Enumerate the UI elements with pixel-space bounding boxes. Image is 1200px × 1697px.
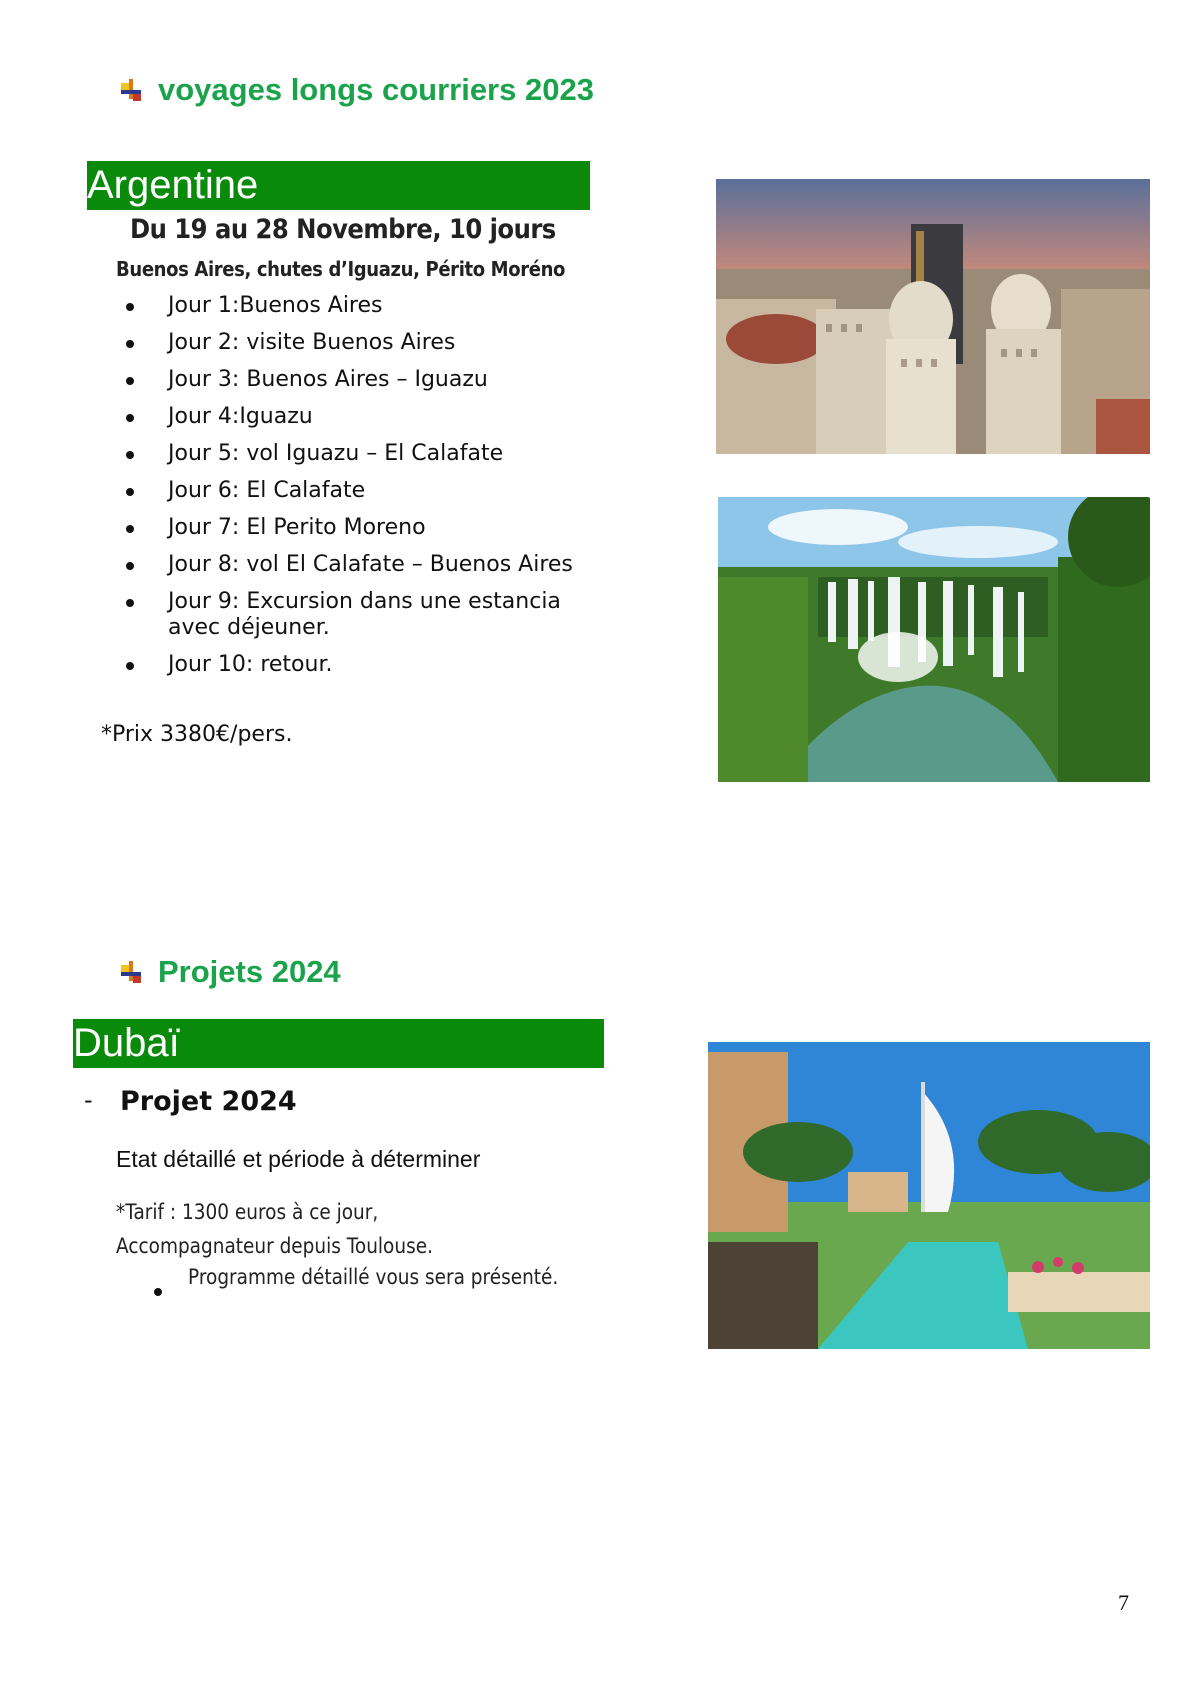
trip-dates: Du 19 au 28 Novembre, 10 jours (130, 214, 556, 245)
destination-heading-text: Argentine (87, 163, 259, 207)
bullet-marker-icon (118, 77, 144, 103)
trip-price: *Prix 3380€/pers. (101, 722, 293, 747)
trip-places: Buenos Aires, chutes d’Iguazu, Périto Moréno (116, 257, 566, 281)
section-title-text: voyages longs courriers 2023 (158, 72, 594, 107)
bullet-marker-icon (118, 959, 144, 985)
project-tarif (116, 1195, 433, 1263)
section-title-voyages (118, 72, 594, 108)
list-item: Jour 10: retour. (124, 652, 604, 678)
bullet-dot-icon (154, 1288, 162, 1296)
page-number: 7 (1118, 1590, 1129, 1615)
list-item: Jour 1:Buenos Aires (124, 293, 604, 319)
program-item: Programme détaillé vous sera présenté. (188, 1265, 559, 1289)
destination-heading-dubai (73, 1019, 604, 1068)
tarif-line: Accompagnateur depuis Toulouse. (116, 1234, 433, 1258)
list-item: Jour 5: vol Iguazu – El Calafate (124, 441, 604, 467)
itinerary-list (124, 293, 604, 689)
iguazu-falls-photo (718, 497, 1150, 782)
list-item: Jour 6: El Calafate (124, 478, 604, 504)
list-item: Jour 8: vol El Calafate – Buenos Aires (124, 552, 604, 578)
list-item: Jour 7: El Perito Moreno (124, 515, 604, 541)
list-item: Jour 9: Excursion dans une estancia avec déjeuner. (124, 589, 568, 641)
buenos-aires-photo (716, 179, 1150, 454)
list-item: Jour 3: Buenos Aires – Iguazu (124, 367, 604, 393)
project-label: Projet 2024 (120, 1086, 297, 1117)
dash-bullet: - (84, 1086, 93, 1114)
destination-heading-text: Dubaï (73, 1021, 180, 1065)
list-item: Jour 4:Iguazu (124, 404, 604, 430)
program-bullet (154, 1281, 162, 1300)
list-item: Jour 2: visite Buenos Aires (124, 330, 604, 356)
dubai-photo (708, 1042, 1150, 1349)
project-status: Etat détaillé et période à déterminer (116, 1146, 481, 1172)
section-title-text: Projets 2024 (158, 954, 341, 989)
tarif-line: *Tarif : 1300 euros à ce jour, (116, 1200, 379, 1224)
section-title-projets (118, 954, 341, 990)
destination-heading-argentine (87, 161, 590, 210)
